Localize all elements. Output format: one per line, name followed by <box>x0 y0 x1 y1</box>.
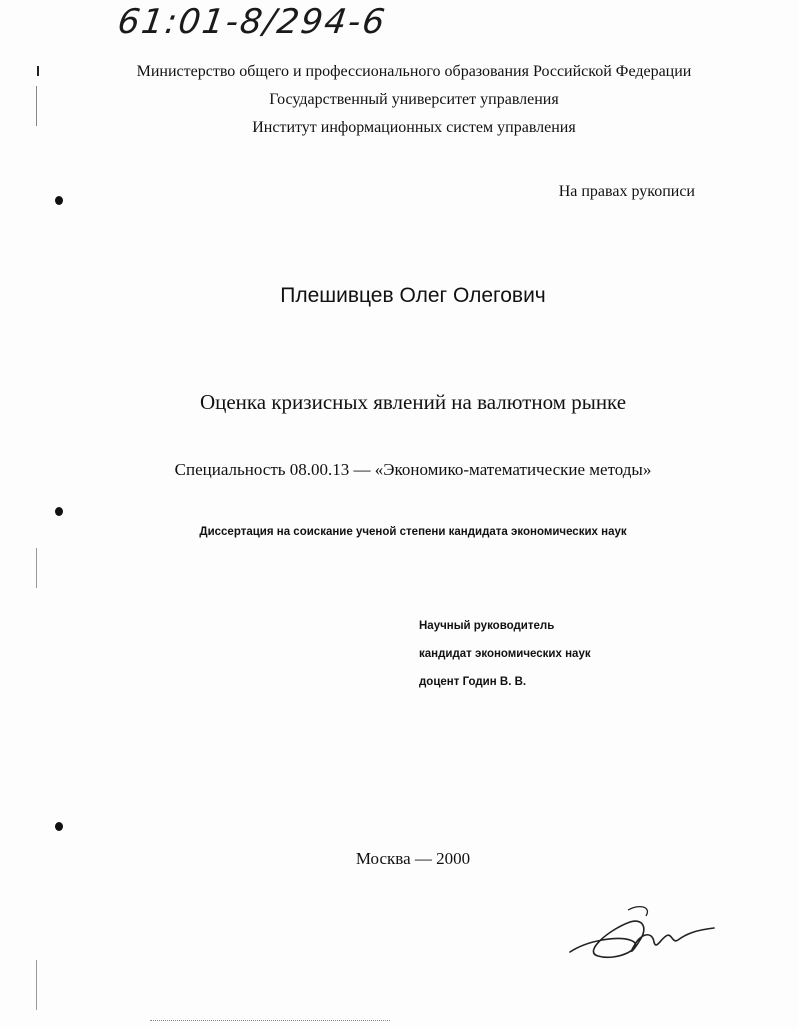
binding-hole-mark <box>55 196 63 205</box>
supervisor-name: доцент Годин В. В. <box>419 676 527 688</box>
margin-tick <box>36 960 37 1010</box>
specialty-line: Специальность 08.00.13 — «Экономико-математические методы» <box>174 460 652 479</box>
binding-hole-mark <box>55 507 63 516</box>
supervisor-degree: кандидат экономических наук <box>419 648 591 660</box>
city-year: Москва — 2000 <box>355 849 471 868</box>
binding-hole-mark <box>55 822 63 831</box>
dissertation-title: Оценка кризисных явлений на валютном рынке <box>199 390 627 414</box>
ministry-line: Министерство общего и профессионального образования Российской Федерации <box>136 63 692 80</box>
signature-icon <box>568 900 718 970</box>
handwritten-catalog-code: 61:01-8/294-6 <box>115 2 389 42</box>
scan-artifact <box>150 1020 390 1024</box>
author-name: Плешивцев Олег Олегович <box>280 284 546 307</box>
degree-line: Диссертация на соискание ученой степени кандидата экономических наук <box>199 526 627 538</box>
supervisor-role: Научный руководитель <box>419 620 555 632</box>
university-line: Государственный университет управления <box>269 91 559 108</box>
manuscript-rights-note: На правах рукописи <box>558 183 695 200</box>
margin-tick <box>36 548 37 588</box>
institute-line: Институт информационных систем управления <box>252 119 576 136</box>
